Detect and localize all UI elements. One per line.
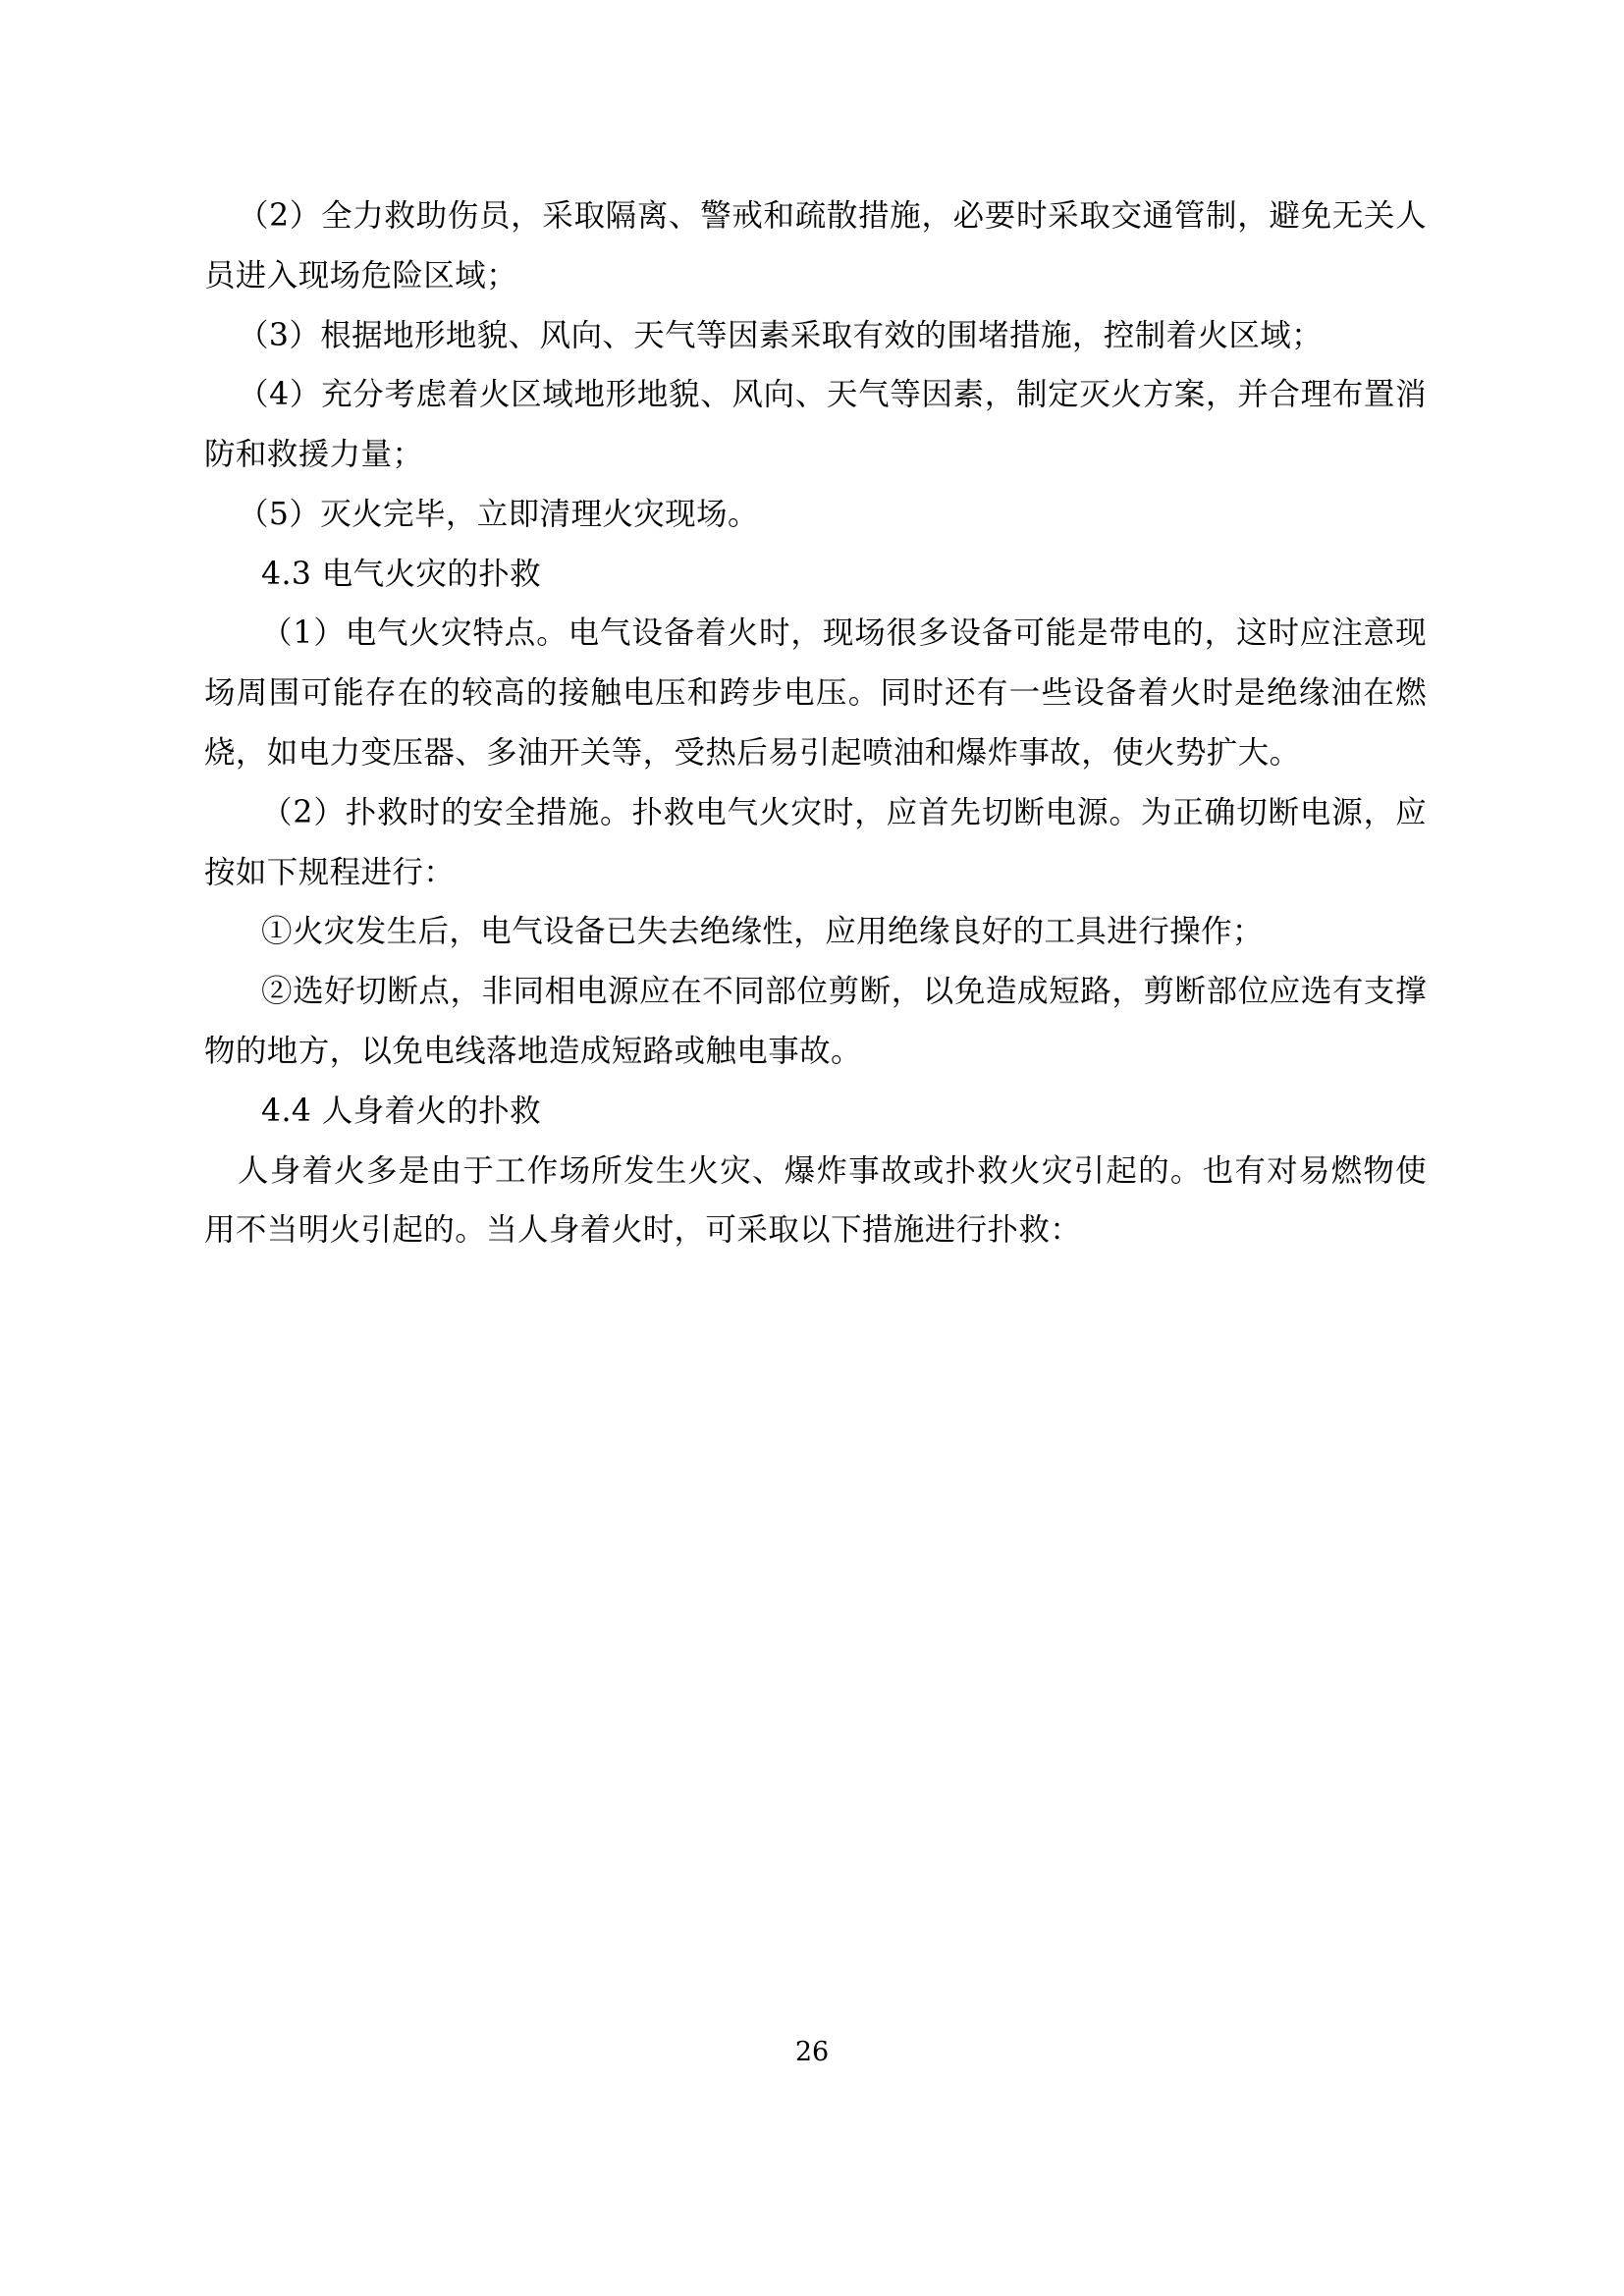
section-heading-4-3: 4.3 电气火灾的扑救 xyxy=(261,556,542,592)
paragraph-5: （5）灭火完毕，立即清理火灾现场。 xyxy=(238,496,759,532)
section-heading-4-4: 4.4 人身着火的扑救 xyxy=(261,1093,542,1129)
paragraph-3: （3）根据地形地貌、风向、天气等因素采取有效的围堵措施，控制着火区域； xyxy=(238,317,1324,353)
paragraph-2: （2）全力救助伤员，采取隔离、警戒和疏散措施，必要时采取交通管制，避免无关人员进入现场危险区域； xyxy=(204,198,1427,294)
paragraph-4-3-2-a: ①火灾发生后，电气设备已失去绝缘性，应用绝缘良好的工具进行操作； xyxy=(261,914,1264,950)
paragraph-4-3-1: （1）电气火灾特点。电气设备着火时，现场很多设备可能是带电的，这时应注意现场周围可能存在的较高的接触电压和跨步电压。同时还有一些设备着火时是绝缘油在燃烧，如电力变压器、多油开关等，受热后易引起喷油和爆炸事故，使火势扩大。 xyxy=(204,615,1427,772)
document-body xyxy=(204,187,1427,1260)
paragraph-4-4-1: 人身着火多是由于工作场所发生火灾、爆炸事故或扑救火灾引起的。也有对易燃物使用不当明火引起的。当人身着火时，可采取以下措施进行扑救： xyxy=(204,1152,1427,1249)
paragraph-4-3-2-b: ②选好切断点，非同相电源应在不同部位剪断，以免造成短路，剪断部位应选有支撑物的地方，以免电线落地造成短路或触电事故。 xyxy=(204,974,1427,1069)
paragraph-4: （4）充分考虑着火区域地形地貌、风向、天气等因素，制定灭火方案，并合理布置消防和救援力量； xyxy=(204,377,1427,473)
page-number: 26 xyxy=(794,2037,830,2067)
paragraph-4-3-2: （2）扑救时的安全措施。扑救电气火灾时，应首先切断电源。为正确切断电源，应按如下规程进行： xyxy=(204,794,1427,890)
